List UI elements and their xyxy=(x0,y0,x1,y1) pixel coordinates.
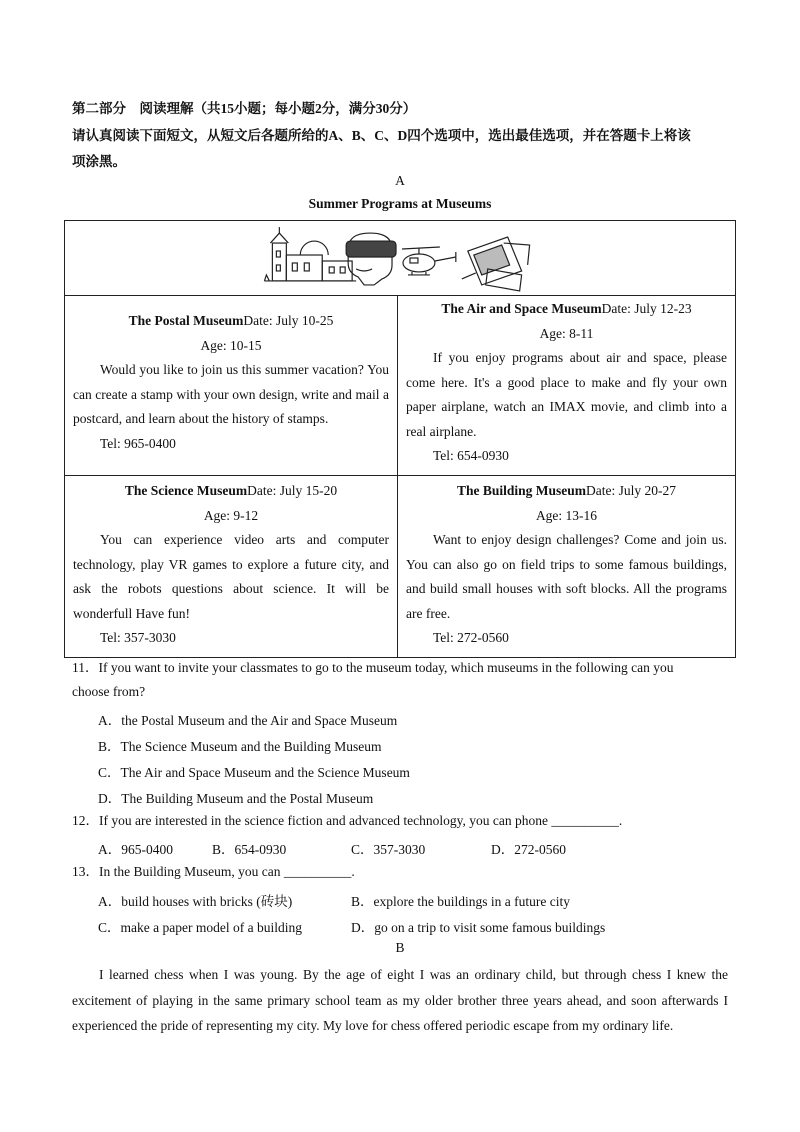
q12-option-d[interactable]: D．272-0560 xyxy=(491,842,566,857)
museum-name: The Postal Museum xyxy=(128,313,244,328)
museum-cell-science xyxy=(65,479,397,651)
section-a-label: A xyxy=(395,173,405,188)
museum-illustration xyxy=(65,221,735,295)
q13-option-a[interactable]: A．build houses with bricks (砖块) xyxy=(98,894,293,909)
instruction-line-2: 项涂黑。 xyxy=(72,154,126,169)
question-12 xyxy=(72,809,622,833)
museum-age: Age: 8-11 xyxy=(539,325,594,341)
museum-description: If you enjoy programs about air and space, please come here. It's a good place to make and fly your own paper airplane, watch an IMAX movie, and climb into a real airplane. xyxy=(406,350,727,439)
museum-cell-air-space xyxy=(398,297,735,469)
section-b-label: B xyxy=(395,940,405,955)
museum-name-line xyxy=(406,479,727,504)
museum-date: Date: July 12-23 xyxy=(601,301,692,316)
castle-icon xyxy=(264,227,356,281)
museum-name-line xyxy=(406,297,727,322)
museum-tel: Tel: 272-0560 xyxy=(433,630,509,645)
museum-description: Want to enjoy design challenges? Come and join us. You can also go on field trips to some famous buildings, and build small houses with soft blocks. All the programs are free. xyxy=(406,532,727,621)
q11-option-d[interactable]: D．The Building Museum and the Postal Museum xyxy=(98,791,374,806)
question-number: 12． xyxy=(72,813,99,828)
museum-name: The Science Museum xyxy=(124,483,248,498)
museum-cell-building xyxy=(398,479,735,651)
museum-date: Date: July 10-25 xyxy=(243,313,334,328)
table-title: Summer Programs at Museums xyxy=(308,196,492,211)
q13-option-b[interactable]: B．explore the buildings in a future city xyxy=(351,894,570,909)
instruction-line-1: 请认真阅读下面短文，从短文后各题所给的A、B、C、D四个选项中，选出最佳选项，并在答题卡上将该 xyxy=(72,128,691,143)
vr-headset-icon xyxy=(346,233,396,285)
museum-name: The Air and Space Museum xyxy=(441,301,602,316)
museum-name-line xyxy=(73,479,389,504)
q13-option-d[interactable]: D．go on a trip to visit some famous buildings xyxy=(351,920,606,935)
museum-age: Age: 10-15 xyxy=(200,337,262,353)
section-b-paragraph: I learned chess when I was young. By the age of eight I was an ordinary child, but through chess I knew the excitement of playing in the same primary school team as my older brother three years ahead, and soon afterwards I experienced the pride of representing my city. My love for chess offered periodic escape from my ordinary life. xyxy=(72,967,728,1033)
q11-option-c[interactable]: C．The Air and Space Museum and the Science Museum xyxy=(98,765,410,780)
museum-age: Age: 13-16 xyxy=(535,507,598,523)
q11-option-a[interactable]: A．the Postal Museum and the Air and Space Museum xyxy=(98,713,398,728)
museum-tel: Tel: 654-0930 xyxy=(433,448,509,463)
question-number: 11． xyxy=(72,660,99,675)
museum-cell-postal xyxy=(65,309,397,456)
part-title: 第二部分 阅读理解（共15小题；每小题2分，满分30分） xyxy=(72,101,417,116)
museum-date: Date: July 20-27 xyxy=(586,483,677,498)
q12-option-b[interactable]: B．654-0930 xyxy=(212,842,287,857)
q12-option-c[interactable]: C．357-3030 xyxy=(351,842,426,857)
museum-description: You can experience video arts and computer technology, play VR games to explore a future city, and ask the robots questions about science. It will be wonderfull Have fun! xyxy=(73,532,389,621)
question-13 xyxy=(72,860,355,884)
museum-tel: Tel: 357-3030 xyxy=(100,630,176,645)
table-divider-middle xyxy=(65,475,735,476)
helicopter-icon xyxy=(402,247,456,275)
museum-name: The Building Museum xyxy=(456,483,587,498)
q11-option-b[interactable]: B．The Science Museum and the Building Museum xyxy=(98,739,382,754)
museum-tel: Tel: 965-0400 xyxy=(100,435,176,451)
table-divider-top xyxy=(65,295,735,296)
q13-option-c[interactable]: C．make a paper model of a building xyxy=(98,920,302,935)
q12-option-a[interactable]: A．965-0400 xyxy=(98,842,173,857)
stamps-icon xyxy=(462,237,530,291)
museum-date: Date: July 15-20 xyxy=(247,483,338,498)
question-stem-continued: choose from? xyxy=(72,684,146,699)
question-stem: If you are interested in the science fiction and advanced technology, you can phone __________. xyxy=(99,813,623,828)
question-stem: If you want to invite your classmates to go to the museum today, which museums in the following can you xyxy=(98,660,674,675)
museum-description: Would you like to join us this summer vacation? You can create a stamp with your own design, write and mail a postcard, and learn about the history of stamps. xyxy=(73,362,389,426)
museum-name-line xyxy=(73,309,389,334)
question-stem: In the Building Museum, you can __________. xyxy=(99,864,355,879)
question-number: 13． xyxy=(72,864,99,879)
museum-table xyxy=(64,220,736,658)
question-11 xyxy=(72,656,674,704)
museum-age: Age: 9-12 xyxy=(203,507,259,523)
